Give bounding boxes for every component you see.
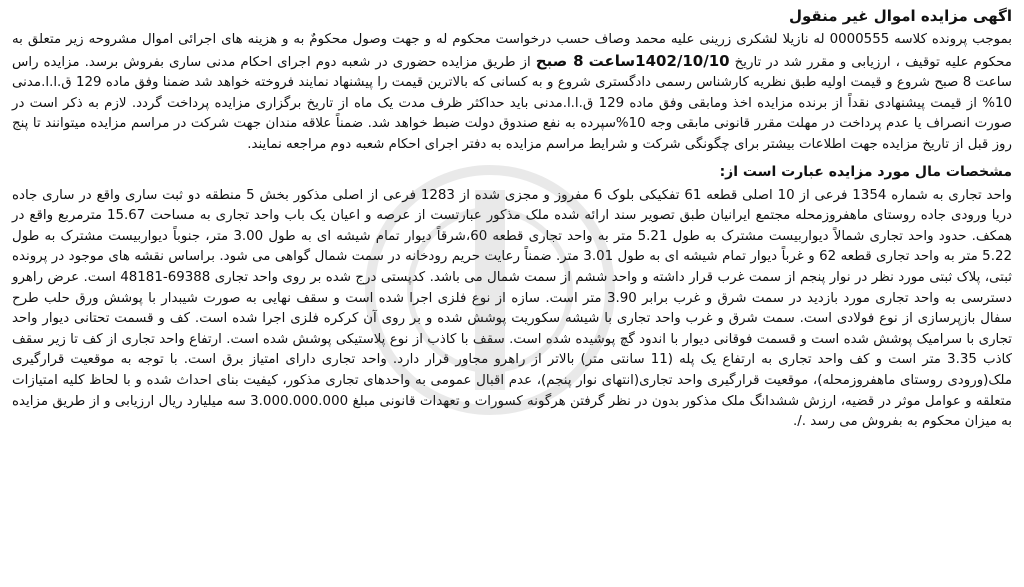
spec-heading: مشخصات مال مورد مزایده عبارت است از: [719,163,1012,180]
time-word: ساعت [588,51,636,70]
auction-time: 8 صبح [535,51,584,70]
notice-intro [12,30,1012,156]
intro-text-1: بموجب پرونده کلاسه 0000555 له نازیلا لشکری زرینی علیه محمد وصاف حسب درخواست محکوم له و جهت وصول محکومٌ به و هزینه های اجرائی اموال مشروحه زیر متعلق به محکوم علیه توقیف ، ارزیابی و مقرر شد در تاریخ [12,32,1012,70]
auction-date: 1402/10/10 [635,51,730,70]
intro-text-2: از طریق مزایده حضوری در شعبه دوم اجرای احکام مدنی ساری بفروش برسد. مزایده راس ساعت 8 صبح شروع و قیمت اولیه طبق نظریه کارشناس رسمی دادگستری شروع و به کسانی که بالاترین قیمت را پیشنهاد نمایند فروخته خواهد شد ضمنا وفق ماده 129 ق.ا.ا.مدنی 10% از قیمت پیشنهادی نقداً از برنده مزایده اخذ ومابقی وفق ماده 129 ق.ا.ا.مدنی باید حداکثر ظرف مدت یک ماه از تاریخ برگزاری مزایده پرداخت گردد. لازم به ذکر است در صورت انصراف یا عدم پرداخت در مهلت مقرر قانونی مابقی وجه 10%سپرده به نفع صندوق دولت ضبط خواهد شد. ضمناً علاقه مندان جهت شرکت در مراسم مزایده میتوانند تا پنج روز قبل از تاریخ مزایده جهت اطلاعات بیشتر برای چگونگی شرکت و شرایط مراسم مزایده به دفتر اجرای احکام شعبه دوم مراجعه نمایند. [12,54,1012,152]
notice-title: اگهی مزایده اموال غیر منقول [788,7,1012,25]
spec-text: واحد تجاری به شماره 1354 فرعی از 10 اصلی قطعه 61 تفکیکی بلوک 6 مفروز و مجزی شده از 1283 فرعی از اصلی مذکور بخش 5 منطقه دو ثبت ساری واقع در ساری جاده دریا ورودی جاده روستای ماهفروزمحله مجتمع ایرانیان طبق تصویر سند ارائه شده ملک مذکور عبارتست از عرصه و اعیان یک باب واحد تجاری به مساحت 15.67 مترمربع واقع در همکف. حدود واحد تجاری شمالاً دیواربیست مشترک به طول 5.21 متر به واحد تجاری قطعه 60،شرقاً دیوار تمام شیشه ای به طول 3.00 متر، جنوباً دیواربیست مشترک به طول 5.22 متر به واحد تجاری قطعه 62 و غرباً دیوار تمام شیشه ای به طول 3.01 متر. ضمناً رعایت حریم رودخانه در سمت شمال گواهی می شود. براساس نقشه های موجود در پرونده ثبتی، پلاک ثبتی مورد نظر در نوار پنجم از سمت غرب قرار داشته و واحد ششم از سمت شمال می باشد. کدپستی درج شده بر روی واحد تجاری 69388-48181 است. عرض راهرو دسترسی به واحد تجاری مورد بازدید در سمت شرق و غرب برابر 3.90 متر است. سازه از نوع فلزی اجرا شده است و سقف نهایی به صورت شیبدار با پوشش ورق حلب طرح سفال بازپرسازی از نوع فولادی است. سمت شرق و غرب واحد تجاری با شیشه سکوریت پوشش شده و بر روی آن کرکره فلزی اجرا شده است. کف و قسمت تحتانی دیوار واحد تجاری با سرامیک پوشش شده است و قسمت فوقانی دیوار با اندود گچ پوشیده شده است. سقف با کاذب از نوع پلاستیکی پوشش شده است. ارتفاع واحد تجاری از کف تا زیر سقف کاذب 3.35 متر است و کف واحد تجاری به ارتفاع یک پله (11 سانتی متر) بالاتر از راهرو مجاور قرار دارد. واحد تجاری دارای امتیاز برق است. با توجه به موقعیت قرارگیری ملک(ورودی روستای ماهفروزمحله)، موقعیت قرارگیری واحد تجاری(انتهای نوار پنجم)، عدم اقبال عمومی به واحدهای تجاری مذکور، کیفیت بنای احداث شده و با لحاظ کلیه امتیازات متعلقه و عوامل موثر در قضیه، ارزش ششدانگ ملک مذکور بدون در نظر گرفتن هرگونه کسورات و تعهدات قانونی مبلغ 3.000.000.000 سه میلیارد ریال ارزیابی و از طریق مزایده به میزان محکوم به بفروش می رسد ./. [12,187,1012,430]
